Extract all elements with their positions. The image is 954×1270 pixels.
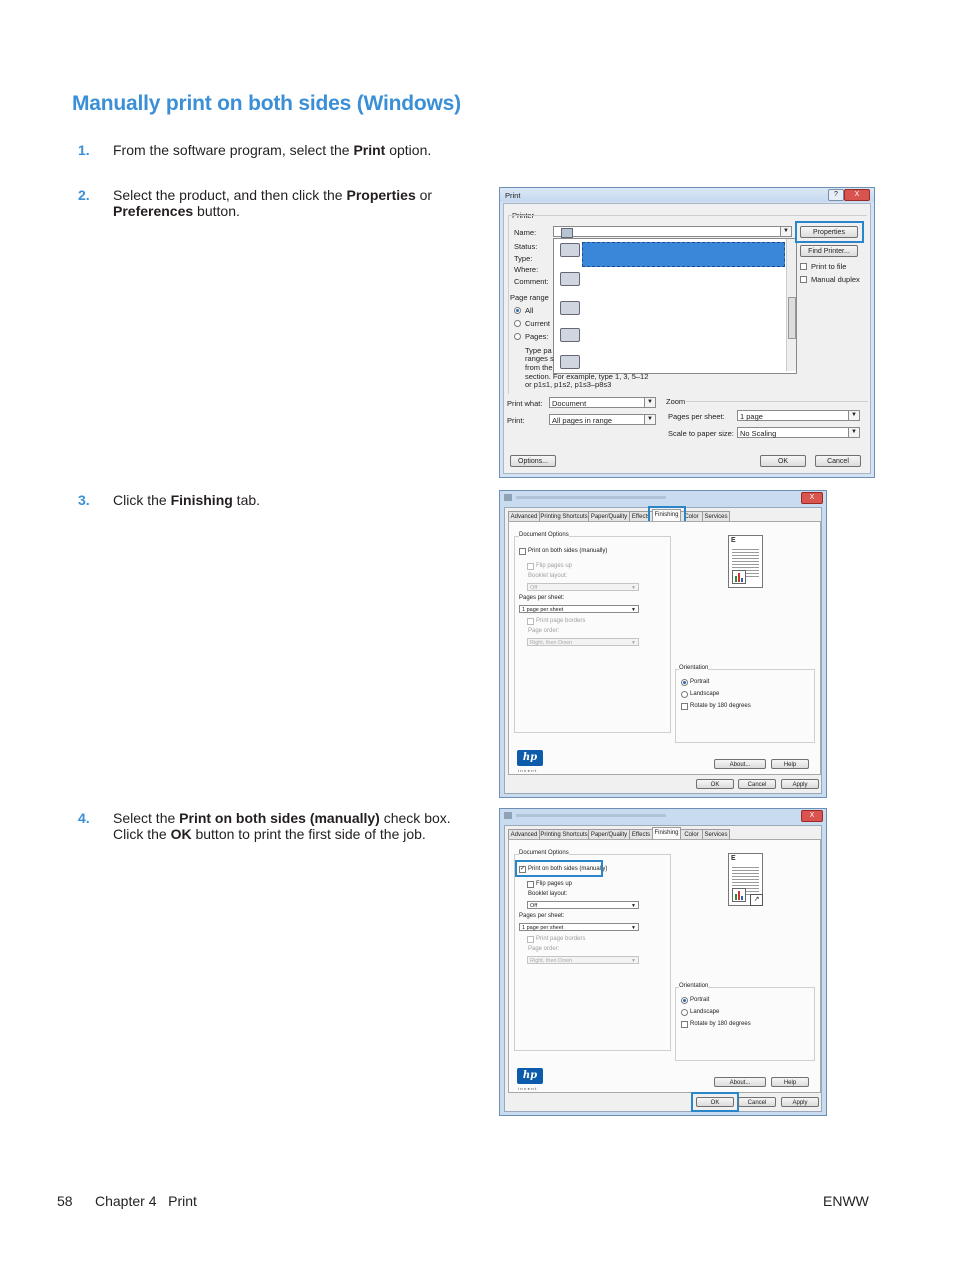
chapter-label: Chapter 4 Print <box>95 1193 197 1209</box>
pages-per-sheet-select[interactable] <box>519 923 639 931</box>
scale-label: Scale to paper size: <box>668 429 734 438</box>
chevron-down-icon[interactable]: ▼ <box>780 227 791 236</box>
about-button[interactable]: About... <box>714 1077 766 1087</box>
step-bold: Print <box>353 142 386 158</box>
step-number: 2. <box>78 187 90 203</box>
current-label: Current <box>525 319 551 328</box>
print-to-file-label: Print to file <box>811 262 847 271</box>
flip-pages-checkbox[interactable] <box>527 881 534 888</box>
ok-button[interactable]: OK <box>696 1097 734 1107</box>
step-bold: Print on both sides (manually) <box>179 810 380 826</box>
page-range-label: Page range <box>510 293 549 302</box>
tab-paper-quality[interactable]: Paper/Quality <box>588 511 630 522</box>
printer-name-select[interactable] <box>553 226 792 237</box>
step-2 <box>72 187 452 219</box>
page-order-label: Page order: <box>528 946 560 952</box>
chevron-down-icon: ▼ <box>631 607 636 613</box>
chevron-down-icon: ▼ <box>631 640 636 646</box>
pages-per-sheet-select[interactable] <box>519 605 639 613</box>
preview-chart-icon <box>732 888 746 902</box>
booklet-layout-select[interactable] <box>527 901 639 909</box>
hint-text: Type pa <box>525 346 552 355</box>
close-button[interactable]: X <box>844 189 870 201</box>
page-borders-label: Print page borders <box>536 936 586 942</box>
tab-services[interactable]: Services <box>702 511 730 522</box>
ok-button-highlight <box>691 1092 739 1112</box>
printer-row-icon <box>560 301 580 315</box>
find-printer-button[interactable]: Find Printer... <box>800 245 858 257</box>
flip-pages-label: Flip pages up <box>536 563 573 569</box>
cancel-button[interactable]: Cancel <box>815 455 861 467</box>
tab-effects[interactable]: Effects <box>629 829 653 840</box>
step-text: option. <box>385 142 432 158</box>
hint-text: ranges s <box>525 354 554 363</box>
hp-logo: hp <box>517 750 543 766</box>
manual-duplex-label: Manual duplex <box>811 275 860 284</box>
zoom-label: Zoom <box>666 397 686 406</box>
hint-text: from the <box>525 363 553 372</box>
apply-button[interactable]: Apply <box>781 1097 819 1107</box>
ok-button[interactable]: OK <box>696 779 734 789</box>
name-label: Name: <box>514 228 537 237</box>
chevron-down-icon: ▼ <box>631 925 636 931</box>
tab-color[interactable]: Color <box>680 511 703 522</box>
status-label: Status: <box>514 242 538 251</box>
step-text: Select the <box>113 810 180 826</box>
print-both-sides-checkbox[interactable]: ✓ <box>520 866 526 872</box>
comment-label: Comment: <box>514 277 549 286</box>
tab-finishing[interactable]: Finishing <box>652 509 681 522</box>
page-order-value: Right, then Down <box>530 640 573 646</box>
help-button[interactable]: ? <box>828 189 844 201</box>
title-blur <box>516 496 666 499</box>
chevron-down-icon: ▼ <box>631 903 636 909</box>
close-button[interactable]: X <box>801 810 823 822</box>
landscape-radio[interactable] <box>681 1009 688 1016</box>
print-both-sides-highlight <box>515 860 603 877</box>
print-both-sides-checkbox[interactable] <box>519 548 526 555</box>
step-text: Click the <box>113 492 171 508</box>
pages-per-sheet-value: 1 page <box>740 412 763 421</box>
portrait-radio[interactable] <box>681 997 688 1004</box>
rotate-label: Rotate by 180 degrees <box>690 1021 751 1027</box>
pages-radio[interactable] <box>514 333 521 340</box>
scale-select[interactable] <box>737 427 860 438</box>
pages-per-sheet-label: Pages per sheet: <box>519 595 565 601</box>
step-text: or <box>415 187 433 203</box>
printer-row-icon <box>560 272 580 286</box>
step-text: From the software program, select the <box>113 142 354 158</box>
print-both-sides-label: Print on both sides (manually) <box>528 548 608 554</box>
print-what-label: Print what: <box>507 399 543 408</box>
page-preview <box>728 853 763 906</box>
chevron-down-icon[interactable]: ▼ <box>848 428 859 437</box>
document-options-label: Document Options <box>519 850 569 856</box>
all-radio[interactable] <box>514 307 521 314</box>
window-icon <box>504 812 512 819</box>
hint-text: or p1s1, p1s2, p1s3–p8s3 <box>525 380 612 389</box>
tab-paper-quality[interactable]: Paper/Quality <box>588 829 630 840</box>
printer-icon <box>561 228 573 238</box>
printer-row-icon <box>560 355 580 369</box>
pages-per-sheet-label: Pages per sheet: <box>668 412 725 421</box>
print-value: All pages in range <box>552 416 613 425</box>
booklet-layout-label: Booklet layout: <box>528 891 568 897</box>
page-order-value: Right, then Down <box>530 958 573 964</box>
print-both-sides-label: Print on both sides (manually) <box>528 866 608 872</box>
step-4 <box>72 810 452 842</box>
page-order-select[interactable] <box>527 638 639 646</box>
driver-dialog-duplex <box>499 808 827 1116</box>
flip-pages-checkbox[interactable] <box>527 563 534 570</box>
print-to-file-checkbox[interactable] <box>800 263 807 270</box>
page-number: 58 <box>57 1193 73 1209</box>
type-label: Type: <box>514 254 533 263</box>
step-3 <box>72 492 452 508</box>
pages-label: Pages: <box>525 332 549 341</box>
print-dialog <box>499 187 875 478</box>
tab-effects[interactable]: Effects <box>629 511 653 522</box>
portrait-label: Portrait <box>690 679 710 685</box>
hp-tagline: invent <box>518 768 538 773</box>
page-borders-checkbox[interactable] <box>527 936 534 943</box>
preview-letter: E <box>731 855 736 862</box>
page-borders-label: Print page borders <box>536 618 586 624</box>
dialog-title: Print <box>505 191 521 200</box>
step-text: button to print the first side of the job. <box>191 826 426 842</box>
booklet-value: Off <box>530 585 538 591</box>
landscape-label: Landscape <box>690 691 720 697</box>
step-text: check box. Click the <box>113 810 451 842</box>
step-bold: OK <box>170 826 192 842</box>
properties-highlight <box>795 221 864 243</box>
tab-printing-shortcuts[interactable]: Printing Shortcuts <box>539 829 589 840</box>
hp-tagline: invent <box>518 1086 538 1091</box>
dialog-body <box>503 203 871 474</box>
cancel-button[interactable]: Cancel <box>738 779 776 789</box>
chevron-down-icon: ▼ <box>631 585 636 591</box>
about-button[interactable]: About... <box>714 759 766 769</box>
booklet-value: Off <box>530 903 538 909</box>
title-bar <box>500 188 874 202</box>
tab-color[interactable]: Color <box>680 829 703 840</box>
chevron-down-icon[interactable]: ▼ <box>644 415 655 424</box>
landscape-label: Landscape <box>690 1009 720 1015</box>
page-order-select[interactable] <box>527 956 639 964</box>
tab-advanced[interactable]: Advanced <box>508 829 540 840</box>
title-blur <box>516 814 666 817</box>
pages-per-sheet-value: 1 page per sheet <box>522 925 564 931</box>
portrait-radio[interactable] <box>681 679 688 686</box>
step-text: button. <box>193 203 240 219</box>
step-number: 1. <box>78 142 90 158</box>
ok-button[interactable]: OK <box>760 455 806 467</box>
flip-pages-label: Flip pages up <box>536 881 573 887</box>
step-bold: Preferences <box>113 203 194 219</box>
tab-services[interactable]: Services <box>702 829 730 840</box>
print-what-value: Document <box>552 399 587 408</box>
print-select[interactable] <box>549 414 656 425</box>
orientation-label: Orientation <box>679 983 709 989</box>
tab-finishing[interactable]: Finishing <box>652 827 681 840</box>
hint-text: section. For example, type 1, 3, 5–12 <box>525 372 649 381</box>
orientation-label: Orientation <box>679 665 709 671</box>
landscape-radio[interactable] <box>681 691 688 698</box>
step-bold: Finishing <box>170 492 233 508</box>
preview-chart-icon <box>732 570 746 584</box>
pages-per-sheet-select[interactable] <box>737 410 860 421</box>
hp-logo: hp <box>517 1068 543 1084</box>
selected-printer-row[interactable] <box>582 242 785 267</box>
chevron-down-icon[interactable]: ▼ <box>644 398 655 407</box>
preview-letter: E <box>731 537 736 544</box>
page-borders-checkbox[interactable] <box>527 618 534 625</box>
tab-printing-shortcuts[interactable]: Printing Shortcuts <box>539 511 589 522</box>
step-number: 3. <box>78 492 90 508</box>
cancel-button[interactable]: Cancel <box>738 1097 776 1107</box>
portrait-label: Portrait <box>690 997 710 1003</box>
document-options-label: Document Options <box>519 532 569 538</box>
printer-group-label: Printer <box>512 211 535 220</box>
dialog-body <box>504 825 822 1112</box>
apply-button[interactable]: Apply <box>781 779 819 789</box>
help-button[interactable]: Help <box>771 759 809 769</box>
scroll-thumb[interactable] <box>788 297 796 339</box>
where-label: Where: <box>514 265 539 274</box>
step-bold: Properties <box>346 187 416 203</box>
options-button[interactable]: Options... <box>510 455 556 467</box>
printer-row-icon <box>560 243 580 257</box>
rotate-checkbox[interactable] <box>681 1021 688 1028</box>
scrollbar[interactable] <box>786 239 796 371</box>
step-text: Select the product, and then click the <box>113 187 347 203</box>
printer-list[interactable] <box>553 238 797 374</box>
chevron-down-icon: ▼ <box>631 958 636 964</box>
driver-dialog-finishing <box>499 490 827 798</box>
zoom-divider <box>686 401 868 402</box>
help-button[interactable]: Help <box>771 1077 809 1087</box>
manual-duplex-checkbox[interactable] <box>800 276 807 283</box>
booklet-layout-label: Booklet layout: <box>528 573 568 579</box>
page-title: Manually print on both sides (Windows) <box>72 92 461 115</box>
step-number: 4. <box>78 810 90 826</box>
all-label: All <box>525 306 534 315</box>
printer-row-icon <box>560 328 580 342</box>
chevron-down-icon[interactable]: ▼ <box>848 411 859 420</box>
scale-value: No Scaling <box>740 429 777 438</box>
step-text: tab. <box>232 492 261 508</box>
current-radio[interactable] <box>514 320 521 327</box>
duplex-flip-icon: ↗ <box>750 894 763 906</box>
dialog-body <box>504 507 822 794</box>
print-label: Print: <box>507 416 525 425</box>
close-button[interactable]: X <box>801 492 823 504</box>
page-preview <box>728 535 763 588</box>
window-icon <box>504 494 512 501</box>
rotate-label: Rotate by 180 degrees <box>690 703 751 709</box>
tab-panel <box>508 521 821 775</box>
footer-right: ENWW <box>823 1193 869 1209</box>
properties-button[interactable]: Properties <box>800 226 858 238</box>
rotate-checkbox[interactable] <box>681 703 688 710</box>
print-what-select[interactable] <box>549 397 656 408</box>
page-order-label: Page order: <box>528 628 560 634</box>
step-1 <box>72 142 452 158</box>
pages-per-sheet-label: Pages per sheet: <box>519 913 565 919</box>
pages-per-sheet-value: 1 page per sheet <box>522 607 564 613</box>
booklet-layout-select[interactable] <box>527 583 639 591</box>
tab-panel <box>508 839 821 1093</box>
tab-advanced[interactable]: Advanced <box>508 511 540 522</box>
